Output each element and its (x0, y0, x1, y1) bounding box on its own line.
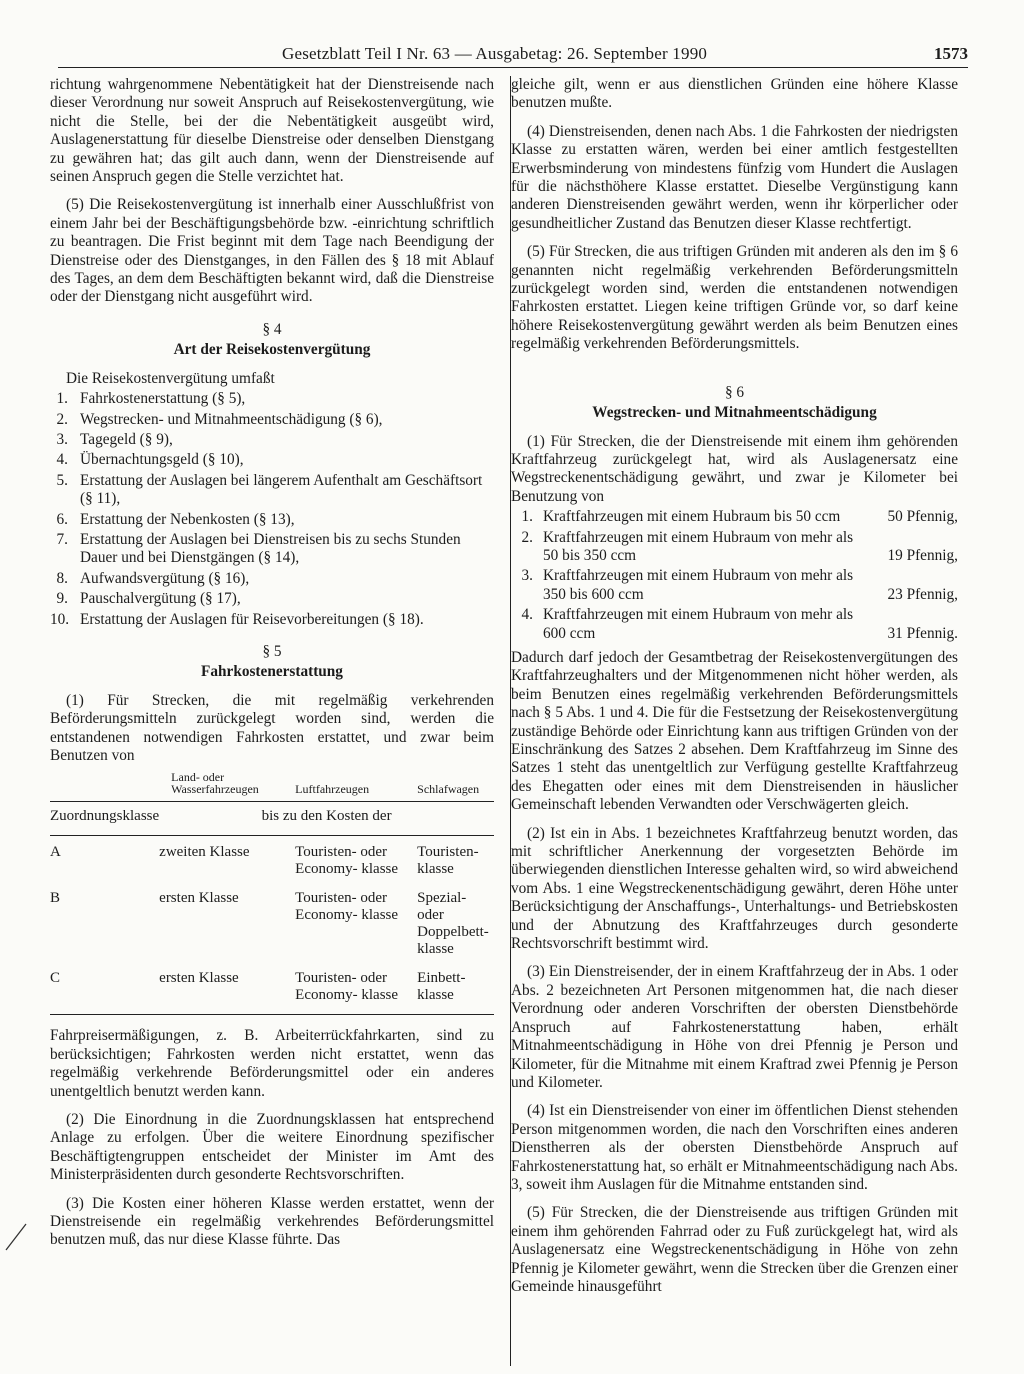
margin-pen-mark (4, 1222, 28, 1252)
section-6-heading: Wegstrecken- und Mitnahmeentschädigung (592, 404, 877, 422)
list-item: 7. Erstattung der Auslagen bei Dienstreisen bis zu sechs Stunden Dauer und bei Dienstgängen (§ 14), (56, 530, 461, 567)
rate-list (511, 508, 958, 643)
paragraph-6-5: (5) Für Strecken, die der Dienstreisende aus triftigen Gründen mit einem ihm gehörenden Fahrrad oder zu Fuß zurückgelegt hat, wird als Auslagenersatz eine Wegstreckenentschädigung in Höhe von zehn Pfennig je Kilometer gewährt, wenn die Strecken über die Grenzen einer Gemeinde hinausgeführt (511, 1204, 958, 1295)
list-item: 9. Pauschalvergütung (§ 17), (56, 590, 241, 608)
paragraph-6-2: (2) Ist ein in Abs. 1 bezeichnetes Kraftfahrzeug benutzt worden, das mit schriftlicher Anerkennung der vorgesetzten Behörde im überwiegenden dienstlichen Interesse gehalten wird, so wird abweichend vom Abs. 1 eine Wegstreckenentschädigung gewährt, deren Höhe unter Berücksichtigung der Anschaffungs-, Unterhaltungs- und Betriebskosten und der Abnutzung des Kraftfahrzeuges durch gesonderte Rechtsvorschrift bestimmt wird. (511, 824, 958, 953)
section-6-number: § 6 (724, 383, 745, 401)
rate-item: 1. Kraftfahrzeugen mit einem Hubraum bis 50 ccm 50 Pfennig, (521, 508, 958, 526)
table-row: A zweiten Klasse Touristen- oder Economy- klasse Touristen- klasse (50, 844, 479, 878)
section-4-number: § 4 (262, 320, 282, 338)
list-item: 10. Erstattung der Auslagen für Reisevorbereitungen (§ 18). (50, 610, 424, 628)
list-item: 1. Fahrkostenerstattung (§ 5), (56, 390, 246, 408)
paragraph-5-5: (5) Für Strecken, die aus triftigen Gründen mit anderen als den im § 6 genannten nicht regelmäßig verkehrenden Beförderungsmitteln zurückgelegt worden sind, werden die entstandenen notwendigen Fahrkosten erstattet. Liegen keine triftigen Gründe vor, so darf keine höhere Reisekostenvergütung gewährt werden als beim Benutzen eines regelmäßig verkehrenden Beförderungsmittels. (511, 243, 958, 353)
row-label-class: Zuordnungsklasse (50, 802, 159, 836)
rate-item: 4. Kraftfahrzeugen mit einem Hubraum von mehr als 600 ccm 31 Pfennig. (521, 606, 958, 642)
header-rule (58, 67, 968, 68)
section-4-list (50, 390, 494, 629)
col-header-sleeper: Schlafwagen (405, 771, 494, 802)
paragraph-5-1: (1) Für Strecken, die mit regelmäßig verkehrenden Beförderungsmitteln zurückgelegt worden sind, werden die entstandenen notwendigen Fahrkosten erstattet, und zwar beim Benutzen von (50, 691, 494, 764)
paragraph-3-5: (5) Die Reisekostenvergütung ist innerhalb einer Ausschlußfrist von einem Jahr bei der Beschäftigungsbehörde bzw. -einrichtung schriftlich zu beantragen. Die Frist beginnt mit dem Tage nach Beendigung der Dienstreise oder des Dienstganges, in den Fällen des § 18 mit Ablauf des Tages, an dem dem Beschäftigten bekannt wird, daß die Dienstreise oder der Dienstgang nicht ausgeführt wird. (50, 196, 494, 306)
paragraph-6-4: (4) Ist ein Dienstreisender von einer im öffentlichen Dienst stehenden Person mitgenommen worden, die nach den Vorschriften eines anderen Dienstherren als der obersten Dienstbehörde Anspruch auf Fahrkostenerstattung hat, so erhält er Mitnahmeentschädigung nach Abs. 3, soweit ihm Auslagen für die Mitnahme entstanden sind. (511, 1102, 958, 1193)
col-header-air: Luftfahrzeugen (283, 771, 405, 802)
list-item: 3. Tagegeld (§ 9), (56, 430, 173, 448)
paragraph-5-4: (4) Dienstreisenden, denen nach Abs. 1 die Fahrkosten der niedrigsten Klasse zu erstatten wären, werden bei einer amtlich festgestellten Erwerbsminderung von mindestens fünfzig vom Hundert die Auslagen für die nächsthöhere Klasse erstattet. Dieselbe Vergünstigung kann anderen Dienstreisenden gewährt werden, wenn ihr körperlicher oder gesundheitlicher Zustand das Benutzen dieser Klasse rechtfertigt. (511, 122, 958, 232)
header-title: Gesetzblatt Teil I Nr. 63 — Ausgabetag: 26. September 1990 (282, 44, 708, 63)
page-number: 1573 (934, 44, 968, 63)
left-column (50, 76, 494, 1260)
page-header (58, 44, 968, 68)
list-item: 6. Erstattung der Nebenkosten (§ 13), (56, 510, 295, 528)
paragraph-5-3: (3) Die Kosten einer höheren Klasse werden erstattet, wenn der Dienstreisende ein regelmäßig verkehrendes Beförderungsmittel benutzen muß, das nur diese Klasse führte. Das (50, 1194, 494, 1249)
paragraph-6-3: (3) Ein Dienstreisender, der in einem Kraftfahrzeug der in Abs. 1 oder Abs. 2 bezeichneten Art Personen mitgenommen hat, die nach dieser Verordnung oder anderen Vorschriften der obersten Dienstbehörde Anspruch auf Fahrkostenerstattung haben, erhält Mitnahmeentschädigung in Höhe von drei Pfennig je Person und Kilometer, für die Mitnahme mit einem Kraftrad zwei Pfennig je Person und Kilometer. (511, 963, 958, 1091)
paragraph-continuation-right: gleiche gilt, wenn er aus dienstlichen Gründen eine höhere Klasse benutzen mußte. (511, 76, 958, 112)
paragraph-6-1-continued: Dadurch darf jedoch der Gesamtbetrag der Reisekostenvergütungen des Kraftfahrzeughalters und der Mitgenommenen nicht höher werden, als beim Benutzen eines regelmäßig verkehrenden Beförderungsmittels nach § 5 Abs. 1 und 4. Die für die Festsetzung der Reisekostenvergütung zuständige Behörde oder Einrichtung kann aus triftigen Gründen von der Einschränkung des Satzes 2 absehen. Dem Kraftfahrzeug im Sinne des Satzes 1 steht das unentgeltlich zur Verfügung gestellte Kraftfahrzeug des Ehegatten oder eines mit dem Dienstreisenden in häuslicher Gemeinschaft lebenden Verwandten oder Verschwägerten gleich. (511, 648, 958, 814)
section-5-number: § 5 (262, 642, 282, 660)
table-row: B ersten Klasse Touristen- oder Economy- klasse Spezial- oder Doppelbett- klasse (50, 890, 489, 958)
table-row: C ersten Klasse Touristen- oder Economy- klasse Einbett- klasse (50, 962, 494, 1015)
paragraph-continuation: richtung wahrgenommene Nebentätigkeit hat der Dienstreisende nach dieser Verordnung nur soweit Anspruch auf Reisekostenvergütung, wie nicht die Stelle, bei der die Nebentätigkeit ausgeübt wird, Auslagenerstattung für dieselbe Dienstreise oder denselben Dienstgang zu gewähren hat; das gilt auch dann, wenn der Dienstreisende auf seinen Anspruch gegen die Stelle verzichtet hat. (50, 76, 494, 186)
rate-item: 2. Kraftfahrzeugen mit einem Hubraum von mehr als 50 bis 350 ccm 19 Pfennig, (521, 528, 958, 564)
list-item: 5. Erstattung der Auslagen bei längerem Aufenthalt am Geschäftsort (§ 11), (56, 471, 483, 508)
section-4-heading: Art der Reisekostenvergütung (173, 341, 371, 359)
list-item: 4. Übernachtungsgeld (§ 10), (56, 451, 244, 469)
class-table (50, 771, 494, 1015)
paragraph-6-1: (1) Für Strecken, die der Dienstreisende mit einem ihm gehörenden Kraftfahrzeug zurückgelegt hat, wird als Auslagenersatz eine Wegstreckenentschädigung gewährt, und zwar je Kilometer bei Benutzung von (511, 432, 958, 505)
paragraph-5-2: (2) Die Einordnung in die Zuordnungsklassen hat entsprechend Anlage zu erfolgen. Über die weitere Einordnung spezifischer Beschäftigtengruppen entscheidet der Minister im Amt des Ministerpräsidenten durch gesonderte Rechtsvorschriften. (50, 1111, 494, 1184)
right-column (511, 76, 958, 1306)
col-header-land: Land- oder Wasserfahrzeugen (159, 771, 283, 802)
paragraph-after-table: Fahrpreisermäßigungen, z. B. Arbeiterrückfahrkarten, sind zu berücksichtigen; Fahrkosten werden nicht erstattet, wenn das regelmäßig verkehrende Beförderungsmittel oder ein anderes unentgeltlich benutzt werden kann. (50, 1027, 494, 1100)
section-5-heading: Fahrkostenerstattung (201, 663, 343, 681)
section-4-intro: Die Reisekostenvergütung umfaßt (66, 369, 275, 387)
list-item: 2. Wegstrecken- und Mitnahmeentschädigung (§ 6), (56, 410, 383, 428)
list-item: 8. Aufwandsvergütung (§ 16), (56, 569, 250, 587)
span-text: bis zu den Kosten der (159, 802, 494, 836)
rate-item: 3. Kraftfahrzeugen mit einem Hubraum von mehr als 350 bis 600 ccm 23 Pfennig, (521, 567, 958, 603)
